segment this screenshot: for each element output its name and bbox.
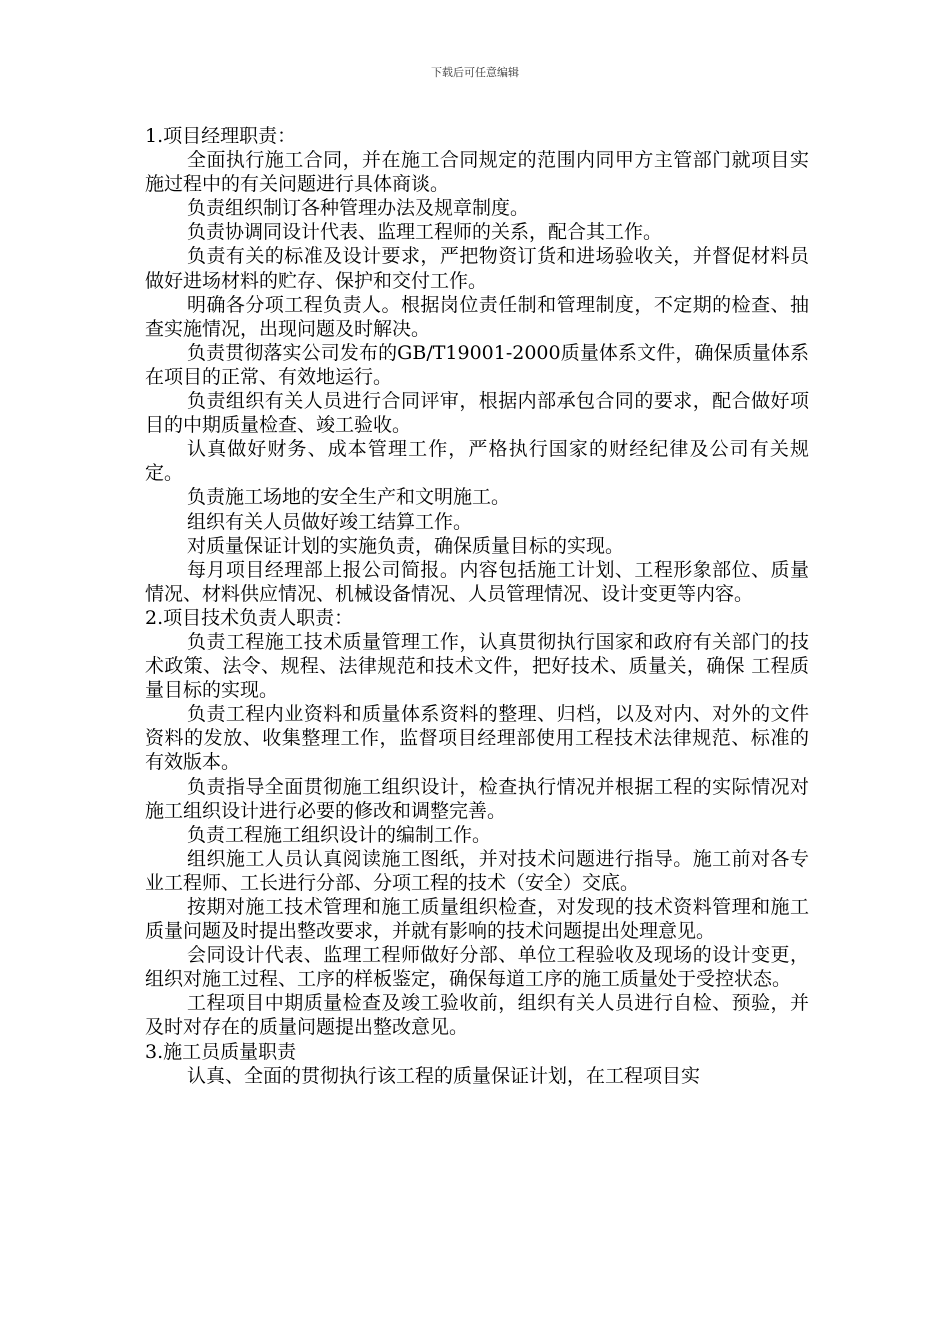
document-body (145, 124, 809, 1088)
paragraph: 负责协调同设计代表、监理工程师的关系，配合其工作。 (187, 221, 663, 244)
paragraph: 工程项目中期质量检查及竣工验收前，组织有关人员进行自检、预验，并及时对存在的质量问题提出整改意见。 (145, 992, 809, 1039)
paragraph: 负责贯彻落实公司发布的GB/T19001-2000质量体系文件，确保质量体系在项目的正常、有效地运行。 (145, 341, 809, 388)
section-heading: 1.项目经理职责： (145, 125, 297, 147)
paragraph: 对质量保证计划的实施负责，确保质量目标的实现。 (187, 534, 625, 557)
paragraph: 认真做好财务、成本管理工作，严格执行国家的财经纪律及公司有关规定。 (145, 438, 809, 485)
paragraph: 按期对施工技术管理和施工质量组织检查，对发现的技术资料管理和施工质量问题及时提出整改要求，并就有影响的技术问题提出处理意见。 (145, 896, 809, 943)
paragraph: 全面执行施工合同，并在施工合同规定的范围内同甲方主管部门就项目实施过程中的有关问题进行具体商谈。 (145, 149, 809, 196)
paragraph: 每月项目经理部上报公司简报。内容包括施工计划、工程形象部位、质量情况、材料供应情况、机械设备情况、人员管理情况、设计变更等内容。 (145, 558, 809, 605)
paragraph: 明确各分项工程负责人。根据岗位责任制和管理制度，不定期的检查、抽查实施情况，出现问题及时解决。 (145, 293, 809, 340)
paragraph: 负责组织制订各种管理办法及规章制度。 (187, 197, 530, 220)
section-project-manager (145, 124, 809, 606)
paragraph: 负责组织有关人员进行合同评审，根据内部承包合同的要求，配合做好项目的中期质量检查、竣工验收。 (145, 390, 809, 437)
paragraph: 组织施工人员认真阅读施工图纸，并对技术问题进行指导。施工前对各专业工程师、工长进行分部、分项工程的技术（安全）交底。 (145, 847, 809, 894)
section-heading: 3.施工员质量职责 (145, 1040, 297, 1063)
paragraph: 组织有关人员做好竣工结算工作。 (187, 510, 473, 533)
paragraph: 负责指导全面贯彻施工组织设计，检查执行情况并根据工程的实际情况对施工组织设计进行必要的修改和调整完善。 (145, 775, 809, 822)
paragraph: 认真、全面的贯彻执行该工程的质量保证计划，在工程项目实 (187, 1064, 701, 1087)
section-heading: 2.项目技术负责人职责： (145, 606, 354, 629)
paragraph: 负责工程内业资料和质量体系资料的整理、归档，以及对内、对外的文件资料的发放、收集整理工作，监督项目经理部使用工程技术法律规范、标准的有效版本。 (145, 703, 809, 774)
section-technical-lead (145, 606, 809, 1040)
paragraph: 会同设计代表、监理工程师做好分部、单位工程验收及现场的设计变更，组织对施工过程、工序的样板鉴定，确保每道工序的施工质量处于受控状态。 (145, 944, 809, 991)
page-header-note: 下载后可任意编辑 (431, 66, 519, 79)
paragraph: 负责施工场地的安全生产和文明施工。 (187, 486, 511, 509)
paragraph: 负责工程施工组织设计的编制工作。 (187, 823, 492, 846)
paragraph: 负责工程施工技术质量管理工作，认真贯彻执行国家和政府有关部门的技术政策、法令、规程、法律规范和技术文件，把好技术、质量关，确保 工程质量目标的实现。 (145, 630, 809, 702)
paragraph: 负责有关的标准及设计要求，严把物资订货和进场验收关，并督促材料员做好进场材料的贮存、保护和交付工作。 (145, 245, 809, 292)
section-construction-staff (145, 1040, 809, 1088)
